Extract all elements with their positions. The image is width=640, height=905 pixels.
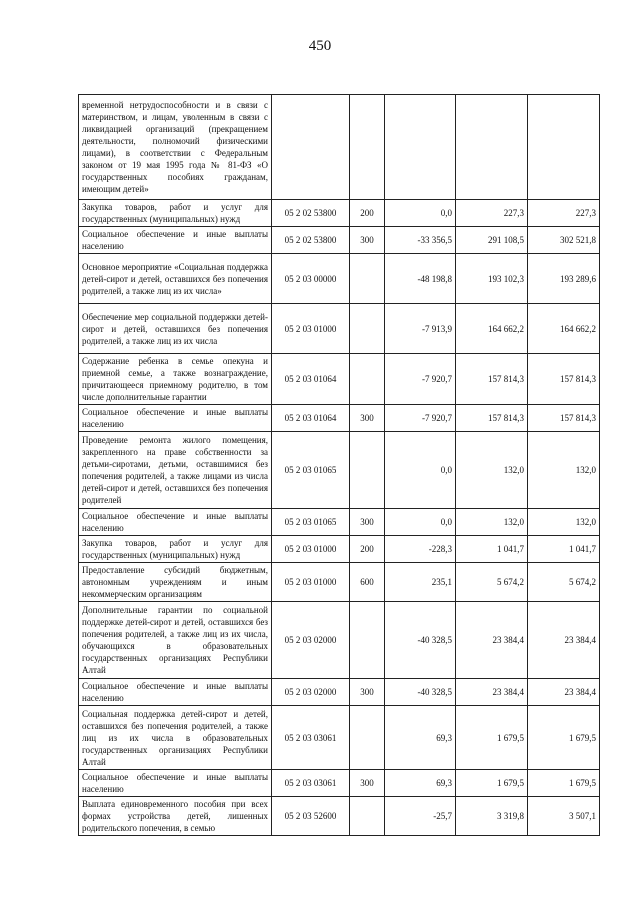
row-amount-year-2: 23 384,4 bbox=[528, 602, 600, 679]
row-amount-change: -228,3 bbox=[385, 536, 456, 563]
row-amount-year-1: 291 108,5 bbox=[456, 227, 528, 254]
row-amount-change: -33 356,5 bbox=[385, 227, 456, 254]
row-description: Закупка товаров, работ и услуг для государственных (муниципальных) нужд bbox=[79, 536, 272, 563]
row-amount-year-2: 1 679,5 bbox=[528, 706, 600, 770]
row-expense-type bbox=[350, 95, 385, 200]
row-target-code: 05 2 03 01000 bbox=[272, 563, 350, 602]
row-amount-year-2: 157 814,3 bbox=[528, 354, 600, 405]
table-row bbox=[79, 432, 600, 509]
row-amount-year-1: 227,3 bbox=[456, 200, 528, 227]
table-row bbox=[79, 563, 600, 602]
row-description: Содержание ребенка в семье опекуна и приемной семье, а также вознаграждение, причитающееся приемному родителю, в том числе дополнительные гарантии bbox=[79, 354, 272, 405]
row-amount-year-1: 3 319,8 bbox=[456, 797, 528, 836]
row-amount-year-2: 1 041,7 bbox=[528, 536, 600, 563]
row-amount-change: -7 913,9 bbox=[385, 304, 456, 354]
row-amount-change: 0,0 bbox=[385, 509, 456, 536]
row-amount-year-2: 132,0 bbox=[528, 432, 600, 509]
row-description: Выплата единовременного пособия при всех формах устройства детей, лишенных родительского попечения, в семью bbox=[79, 797, 272, 836]
row-expense-type bbox=[350, 602, 385, 679]
table-row bbox=[79, 200, 600, 227]
row-amount-change: 69,3 bbox=[385, 770, 456, 797]
row-expense-type: 300 bbox=[350, 405, 385, 432]
row-description: Основное мероприятие «Социальная поддержка детей-сирот и детей, оставшихся без попечения родителей, а также лиц из их числа» bbox=[79, 254, 272, 304]
row-amount-change: 69,3 bbox=[385, 706, 456, 770]
row-amount-year-1: 23 384,4 bbox=[456, 602, 528, 679]
row-target-code: 05 2 02 53800 bbox=[272, 227, 350, 254]
row-description: Обеспечение мер социальной поддержки детей-сирот и детей, оставшихся без попечения родителей, а также лиц из их числа bbox=[79, 304, 272, 354]
row-target-code: 05 2 03 01000 bbox=[272, 536, 350, 563]
row-description: Предоставление субсидий бюджетным, автономным учреждениям и иным некоммерческим организациям bbox=[79, 563, 272, 602]
row-target-code: 05 2 03 01065 bbox=[272, 509, 350, 536]
row-target-code: 05 2 03 52600 bbox=[272, 797, 350, 836]
table-row bbox=[79, 509, 600, 536]
row-amount-year-2: 193 289,6 bbox=[528, 254, 600, 304]
row-description: Социальное обеспечение и иные выплаты населению bbox=[79, 679, 272, 706]
table-row bbox=[79, 602, 600, 679]
row-amount-year-1: 132,0 bbox=[456, 432, 528, 509]
table-row bbox=[79, 254, 600, 304]
row-amount-change: -40 328,5 bbox=[385, 679, 456, 706]
row-amount-year-1: 157 814,3 bbox=[456, 405, 528, 432]
row-amount-year-2: 5 674,2 bbox=[528, 563, 600, 602]
row-description: Социальное обеспечение и иные выплаты населению bbox=[79, 405, 272, 432]
table-row bbox=[79, 536, 600, 563]
row-target-code: 05 2 03 01064 bbox=[272, 405, 350, 432]
row-amount-year-1 bbox=[456, 95, 528, 200]
row-description: Социальное обеспечение и иные выплаты населению bbox=[79, 509, 272, 536]
row-amount-year-1: 23 384,4 bbox=[456, 679, 528, 706]
row-expense-type: 200 bbox=[350, 200, 385, 227]
row-target-code: 05 2 03 01064 bbox=[272, 354, 350, 405]
row-expense-type: 300 bbox=[350, 509, 385, 536]
row-target-code: 05 2 03 03061 bbox=[272, 706, 350, 770]
row-amount-year-1: 5 674,2 bbox=[456, 563, 528, 602]
row-target-code: 05 2 03 02000 bbox=[272, 602, 350, 679]
row-amount-change: 235,1 bbox=[385, 563, 456, 602]
row-amount-year-2: 1 679,5 bbox=[528, 770, 600, 797]
row-target-code: 05 2 03 02000 bbox=[272, 679, 350, 706]
table-row bbox=[79, 354, 600, 405]
row-expense-type bbox=[350, 354, 385, 405]
row-amount-year-2: 23 384,4 bbox=[528, 679, 600, 706]
table-row bbox=[79, 95, 600, 200]
row-amount-change: 0,0 bbox=[385, 200, 456, 227]
row-amount-change: -7 920,7 bbox=[385, 354, 456, 405]
row-expense-type: 300 bbox=[350, 679, 385, 706]
budget-table bbox=[78, 94, 600, 836]
table-row bbox=[79, 227, 600, 254]
row-amount-change: -7 920,7 bbox=[385, 405, 456, 432]
row-description: Проведение ремонта жилого помещения, закрепленного на праве собственности за детьми-сиротами, детьми, оставшимися без попечения родителей, а также лицами из числа детей-сирот и детей, оставшихся без попечения родителей bbox=[79, 432, 272, 509]
row-amount-change bbox=[385, 95, 456, 200]
table-row bbox=[79, 679, 600, 706]
row-amount-year-1: 164 662,2 bbox=[456, 304, 528, 354]
row-description: Социальное обеспечение и иные выплаты населению bbox=[79, 227, 272, 254]
row-amount-year-1: 1 679,5 bbox=[456, 770, 528, 797]
table-row bbox=[79, 304, 600, 354]
row-amount-change: -48 198,8 bbox=[385, 254, 456, 304]
row-expense-type bbox=[350, 432, 385, 509]
row-amount-year-2: 164 662,2 bbox=[528, 304, 600, 354]
row-amount-year-2: 227,3 bbox=[528, 200, 600, 227]
page-number: 450 bbox=[308, 38, 332, 54]
row-amount-year-2: 157 814,3 bbox=[528, 405, 600, 432]
table-row bbox=[79, 405, 600, 432]
row-amount-year-2: 3 507,1 bbox=[528, 797, 600, 836]
budget-table-body bbox=[79, 95, 600, 836]
row-description: Социальное обеспечение и иные выплаты населению bbox=[79, 770, 272, 797]
row-amount-year-1: 132,0 bbox=[456, 509, 528, 536]
row-amount-change: 0,0 bbox=[385, 432, 456, 509]
row-description: Закупка товаров, работ и услуг для государственных (муниципальных) нужд bbox=[79, 200, 272, 227]
row-expense-type: 200 bbox=[350, 536, 385, 563]
row-expense-type: 300 bbox=[350, 227, 385, 254]
row-expense-type: 600 bbox=[350, 563, 385, 602]
row-expense-type bbox=[350, 797, 385, 836]
table-row bbox=[79, 706, 600, 770]
row-expense-type bbox=[350, 706, 385, 770]
row-description: временной нетрудоспособности и в связи с материнством, и лицам, уволенным в связи с ликвидацией организаций (прекращением деятельности, полномочий физическими лицами), в соответствии с Федеральным законом от 19 мая 1995 года № 81-ФЗ «О государственных пособиях гражданам, имеющим детей» bbox=[79, 95, 272, 200]
table-row bbox=[79, 770, 600, 797]
row-amount-year-1: 193 102,3 bbox=[456, 254, 528, 304]
row-amount-year-1: 1 041,7 bbox=[456, 536, 528, 563]
table-row bbox=[79, 797, 600, 836]
row-amount-change: -40 328,5 bbox=[385, 602, 456, 679]
row-amount-year-2: 132,0 bbox=[528, 509, 600, 536]
row-target-code bbox=[272, 95, 350, 200]
row-amount-change: -25,7 bbox=[385, 797, 456, 836]
row-amount-year-1: 157 814,3 bbox=[456, 354, 528, 405]
row-expense-type bbox=[350, 304, 385, 354]
row-description: Социальная поддержка детей-сирот и детей, оставшихся без попечения родителей, а также лиц из их числа в образовательных государственных организациях Республики Алтай bbox=[79, 706, 272, 770]
row-expense-type bbox=[350, 254, 385, 304]
row-amount-year-2 bbox=[528, 95, 600, 200]
row-expense-type: 300 bbox=[350, 770, 385, 797]
row-target-code: 05 2 03 01000 bbox=[272, 304, 350, 354]
row-target-code: 05 2 03 03061 bbox=[272, 770, 350, 797]
row-amount-year-2: 302 521,8 bbox=[528, 227, 600, 254]
row-target-code: 05 2 02 53800 bbox=[272, 200, 350, 227]
row-target-code: 05 2 03 01065 bbox=[272, 432, 350, 509]
row-description: Дополнительные гарантии по социальной поддержке детей-сирот и детей, оставшихся без попечения родителей, а также лиц из их числа, обучающихся в образовательных государственных организациях Республики Алтай bbox=[79, 602, 272, 679]
row-target-code: 05 2 03 00000 bbox=[272, 254, 350, 304]
row-amount-year-1: 1 679,5 bbox=[456, 706, 528, 770]
